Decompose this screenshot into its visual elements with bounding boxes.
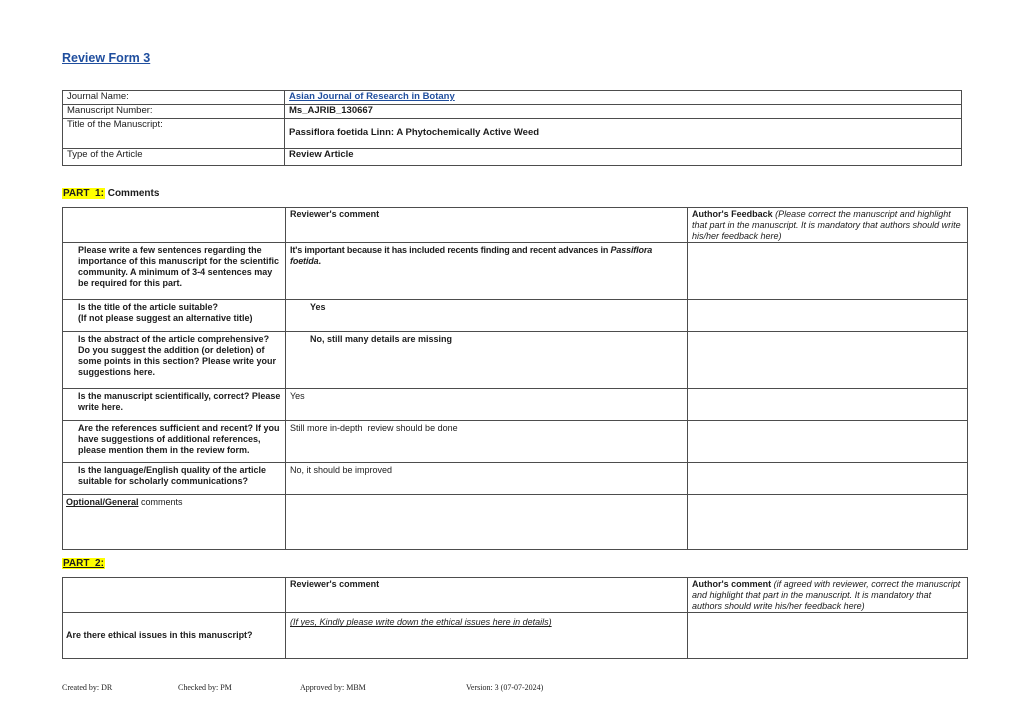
footer-version: Version: 3 (07-07-2024): [466, 683, 544, 692]
manuscript-info-table: [62, 90, 962, 166]
table-row: [63, 389, 968, 421]
author-feedback-scientific: [688, 389, 968, 421]
author-feedback-optional: [688, 495, 968, 550]
part1-label-suffix: Comments: [104, 188, 160, 199]
author-comment-ethical: [688, 613, 968, 659]
reviewer-comment-importance: It's important because it has included recents finding and recent advances in Passiflora foetida.: [286, 243, 688, 300]
part1-heading: [62, 188, 159, 199]
table-row: [63, 495, 968, 550]
footer-approved-by: Approved by: MBM: [300, 683, 366, 692]
manuscript-number-label: Manuscript Number:: [63, 105, 285, 119]
manuscript-number-value: Ms_AJRIB_130667: [285, 105, 962, 119]
empty-header-cell: [63, 208, 286, 243]
table-row: [63, 243, 968, 300]
optional-general-comments-label: Optional/General comments: [63, 495, 286, 550]
question-importance: Please write a few sentences regarding the importance of this manuscript for the scientific community. A minimum of 3-4 sentences may be required for this part.: [63, 243, 286, 300]
part2-table: [62, 577, 968, 659]
author-feedback-references: [688, 421, 968, 463]
question-references: Are the references sufficient and recent? If you have suggestions of additional references, please mention them in the review form.: [63, 421, 286, 463]
article-type-value: Review Article: [285, 149, 962, 166]
journal-name-label: Journal Name:: [63, 91, 285, 105]
footer-created-by: Created by: DR: [62, 683, 113, 692]
question-title-suitable: Is the title of the article suitable? (If not please suggest an alternative title): [63, 300, 286, 332]
table-row: [63, 463, 968, 495]
reviewer-comment-scientific: Yes: [286, 389, 688, 421]
reviewer-comment-language: No, it should be improved: [286, 463, 688, 495]
reviewer-comment-title-suitable: Yes: [286, 300, 688, 332]
question-language: Is the language/English quality of the article suitable for scholarly communications?: [63, 463, 286, 495]
question-scientific: Is the manuscript scientifically, correct? Please write here.: [63, 389, 286, 421]
part1-label: PART 1:: [63, 188, 104, 199]
author-feedback-header: Author's Feedback (Please correct the manuscript and highlight that part in the manuscript. It is mandatory that authors should write his/her feedback here): [688, 208, 968, 243]
part1-comments-table: [62, 207, 968, 550]
page-title: Review Form 3: [62, 51, 151, 65]
author-feedback-importance: [688, 243, 968, 300]
reviewer-comment-header: Reviewer's comment: [286, 578, 688, 613]
table-row: [63, 613, 968, 659]
journal-name-link[interactable]: Asian Journal of Research in Botany: [289, 91, 455, 102]
reviewer-comment-optional: [286, 495, 688, 550]
reviewer-comment-abstract: No, still many details are missing: [286, 332, 688, 389]
table-row: [63, 332, 968, 389]
part2-label: PART 2:: [63, 558, 104, 569]
reviewer-comment-ethical: (If yes, Kindly please write down the ethical issues here in details): [286, 613, 688, 659]
table-header-row: [63, 578, 968, 613]
empty-header-cell: [63, 578, 286, 613]
table-row: [63, 119, 962, 149]
part2-heading: [62, 558, 105, 569]
table-row: [63, 91, 962, 105]
author-feedback-title-suitable: [688, 300, 968, 332]
footer-checked-by: Checked by: PM: [178, 683, 232, 692]
reviewer-comment-header: Reviewer's comment: [286, 208, 688, 243]
author-feedback-abstract: [688, 332, 968, 389]
manuscript-title-label: Title of the Manuscript:: [63, 119, 285, 149]
table-row: [63, 300, 968, 332]
table-row: [63, 421, 968, 463]
table-row: [63, 149, 962, 166]
table-header-row: [63, 208, 968, 243]
question-ethical-issues: Are there ethical issues in this manuscript?: [63, 613, 286, 659]
author-feedback-language: [688, 463, 968, 495]
article-type-label: Type of the Article: [63, 149, 285, 166]
table-row: [63, 105, 962, 119]
author-comment-header: Author's comment (if agreed with reviewer, correct the manuscript and highlight that part in the manuscript. It is mandatory that authors should write his/her feedback here): [688, 578, 968, 613]
question-abstract: Is the abstract of the article comprehensive? Do you suggest the addition (or deletion) of some points in this section? Please write your suggestions here.: [63, 332, 286, 389]
manuscript-title-value: Passiflora foetida Linn: A Phytochemically Active Weed: [285, 119, 962, 149]
reviewer-comment-references: Still more in-depth review should be done: [286, 421, 688, 463]
